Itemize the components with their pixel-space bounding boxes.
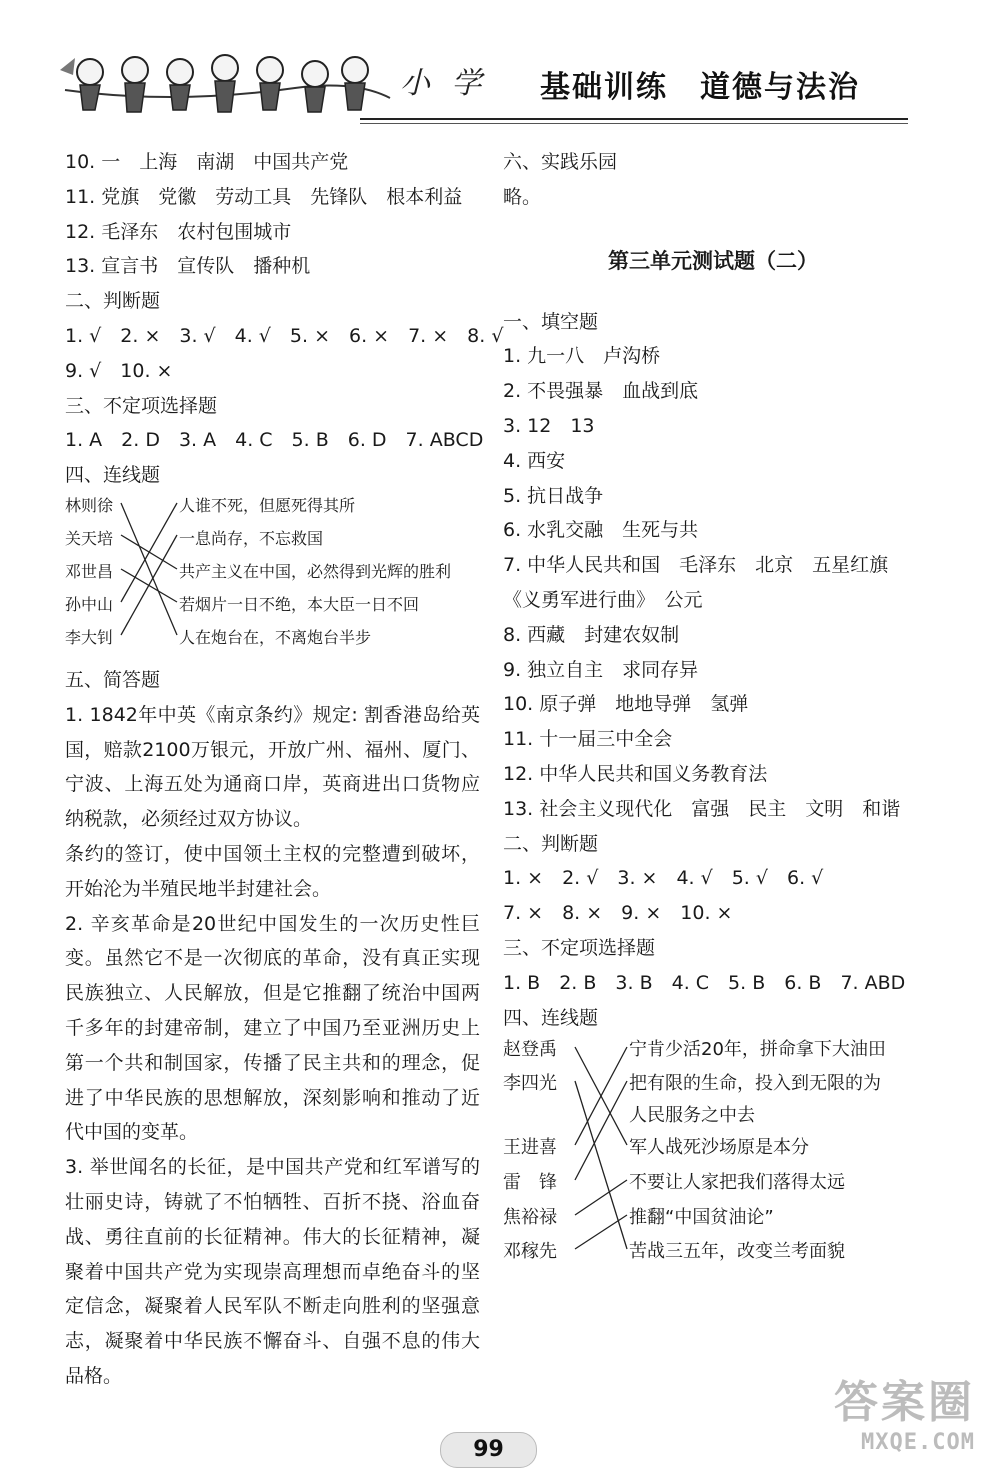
fill-item: 5. 抗日战争 [503, 484, 604, 507]
match-person: 关天培 [65, 528, 114, 548]
fill-item: 3. 12 13 [503, 414, 595, 437]
short-answer-paragraph: 3. 举世闻名的长征，是中国共产党和红军谱写的壮丽史诗，铸就了不怕牺牲、百折不挠、浴血奋战、勇往直前的长征精神。伟大的长征精神，凝聚着中国共产党为实现崇高理想而卓绝奋斗的坚定信念，凝聚着人民军队不断走向胜利的坚强意志，凝聚着中华民族不懈奋斗、自强不息的伟大品格。 [65, 1156, 480, 1387]
match-person: 孙中山 [65, 594, 114, 614]
match-person: 赵登禹 [503, 1039, 557, 1061]
fill-item: 7. 中华人民共和国 毛泽东 北京 五星红旗 [503, 554, 889, 577]
match-heading: 四、连线题 [65, 464, 161, 487]
page-header [0, 0, 1000, 130]
fill-item: 12. 毛泽东 农村包围城市 [65, 220, 292, 243]
fill-item: 13. 宣言书 宣传队 播种机 [65, 255, 311, 278]
watermark [834, 1366, 975, 1455]
header-title-main: 基础训练 道德与法治 [540, 70, 860, 105]
page-number: 99 [440, 1432, 537, 1468]
fill-item: 4. 西安 [503, 449, 566, 472]
match-exercise-right [503, 1035, 923, 1275]
judge-heading: 二、判断题 [503, 832, 599, 855]
choice-answers: 1. B 2. B 3. B 4. C 5. B 6. B 7. ABD [503, 971, 906, 994]
match-quote: 人在炮台在，不离炮台半步 [179, 627, 372, 647]
practice-text: 略。 [503, 185, 542, 208]
judge-answers: 7. × 8. × 9. × 10. × [503, 902, 733, 925]
match-person: 焦裕禄 [503, 1207, 557, 1229]
watermark-url: MXQE.COM [861, 1430, 975, 1455]
fill-item: 2. 不畏强暴 血战到底 [503, 380, 699, 403]
practice-heading: 六、实践乐园 [503, 151, 618, 173]
judge-answers: 1. × 2. √ 3. × 4. √ 5. √ 6. √ [503, 867, 824, 890]
judge-answers: 1. √ 2. × 3. √ 4. √ 5. × 6. × 7. × 8. √ [65, 324, 504, 347]
fill-item: 10. 一 上海 南湖 中国共产党 [65, 151, 349, 173]
header-title-small: 小 学 [400, 66, 488, 101]
match-quote: 军人战死沙场原是本分 [629, 1137, 809, 1159]
header-rule [360, 118, 908, 120]
match-quote: 推翻“中国贫油论” [629, 1207, 774, 1229]
short-answer-paragraph: 1. 1842年中英《南京条约》规定: 割香港岛给英国，赔款2100万银元，开放广州、福州、厦门、宁波、上海五处为通商口岸，英商进出口货物应纳税款，必须经过双方协议。 [65, 703, 480, 831]
header-rule-thin [360, 123, 908, 124]
watermark-logo-text: 答案圈 [834, 1377, 975, 1428]
match-exercise-left [65, 493, 480, 663]
match-quote: 共产主义在中国，必然得到光辉的胜利 [179, 561, 452, 581]
judge-heading: 二、判断题 [65, 290, 161, 313]
match-person: 邓稼先 [503, 1241, 557, 1263]
match-person: 林则徐 [65, 495, 114, 515]
short-answer-paragraph: 条约的签订，使中国领土主权的完整遭到破坏，开始沦为半殖民地半封建社会。 [65, 842, 480, 900]
short-answer-heading: 五、简答题 [65, 668, 161, 691]
fill-item: 《义勇军进行曲》 公元 [503, 588, 703, 611]
match-quote: 宁肯少活20年，拼命拿下大油田 [629, 1039, 886, 1061]
choice-answers: 1. A 2. D 3. A 4. C 5. B 6. D 7. ABCD [65, 429, 484, 452]
match-person: 邓世昌 [65, 561, 114, 581]
fill-item: 11. 党旗 党徽 劳动工具 先锋队 根本利益 [65, 185, 463, 208]
right-column [503, 145, 923, 1275]
match-quote: 苦战三五年，改变兰考面貌 [629, 1241, 845, 1263]
left-column [65, 145, 504, 1394]
short-answer-paragraph: 2. 辛亥革命是20世纪中国发生的一次历史性巨变。虽然它不是一次彻底的革命，没有真正实现民族独立、人民解放，但是它推翻了统治中国两千多年的封建帝制，建立了中国乃至亚洲历史上第一个共和制国家，传播了民主共和的理念，促进了中华民族的思想解放，深刻影响和推动了近代中国的变革。 [65, 912, 480, 1144]
match-quote: 把有限的生命，投入到无限的为 [629, 1073, 881, 1095]
match-person: 李大钊 [65, 627, 114, 647]
choice-heading: 三、不定项选择题 [65, 394, 218, 417]
judge-answers: 9. √ 10. × [65, 359, 173, 382]
fill-item: 13. 社会主义现代化 富强 民主 文明 和谐 [503, 797, 901, 820]
match-quote: 人谁不死，但愿死得其所 [179, 495, 356, 515]
unit-test-title: 第三单元测试题（二） [608, 247, 818, 273]
match-person: 雷 锋 [503, 1172, 557, 1194]
match-heading: 四、连线题 [503, 1006, 599, 1029]
fill-item: 8. 西藏 封建农奴制 [503, 623, 680, 646]
match-quote: 不要让人家把我们落得太远 [629, 1172, 845, 1194]
fill-heading: 一、填空题 [503, 310, 599, 333]
match-quote: 若烟片一日不绝，本大臣一日不回 [179, 594, 420, 614]
fill-item: 9. 独立自主 求同存异 [503, 658, 699, 681]
fill-item: 11. 十一届三中全会 [503, 728, 673, 751]
choice-heading: 三、不定项选择题 [503, 936, 656, 959]
fill-item: 10. 原子弹 地地导弹 氢弹 [503, 693, 749, 716]
match-quote: 一息尚存，不忘救国 [179, 528, 324, 548]
fill-item: 6. 水乳交融 生死与共 [503, 519, 699, 542]
match-quote: 人民服务之中去 [629, 1105, 755, 1127]
fill-item: 1. 九一八 卢沟桥 [503, 345, 661, 368]
fill-item: 12. 中华人民共和国义务教育法 [503, 762, 768, 785]
children-tug-of-war-illustration [55, 50, 395, 120]
match-person: 王进喜 [503, 1137, 557, 1159]
match-person: 李四光 [503, 1073, 557, 1095]
